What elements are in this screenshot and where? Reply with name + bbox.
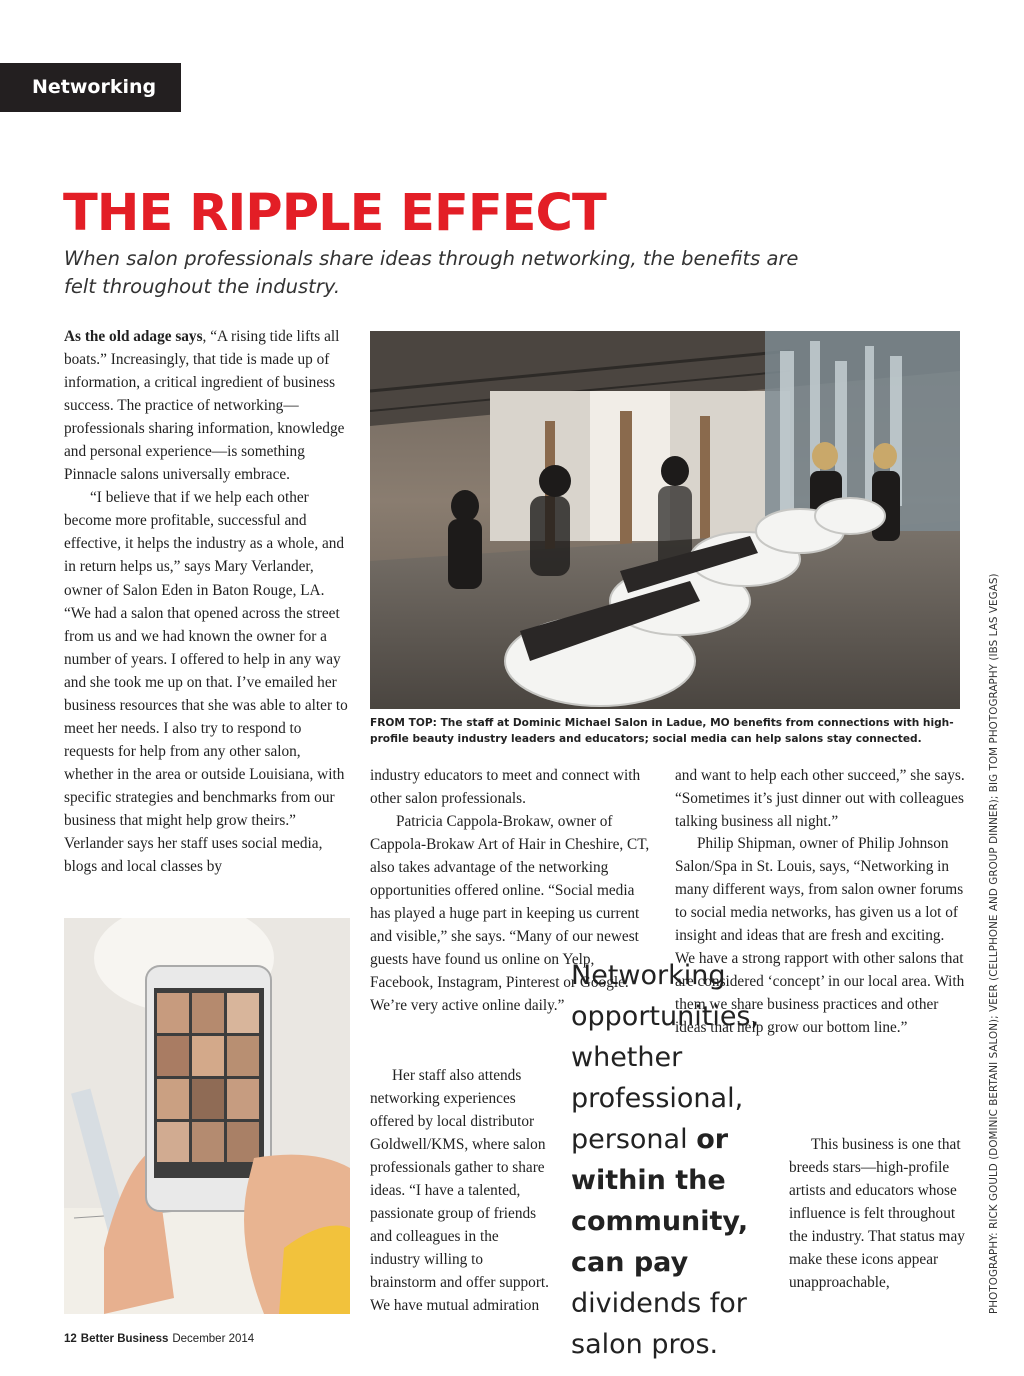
phone-photo-illustration: [64, 918, 350, 1314]
pull-quote-part1: Networking opportunities, whether professional, personal: [571, 960, 760, 1155]
section-tab: Networking: [0, 63, 181, 112]
body-column-3: [675, 764, 970, 833]
caption-text: The staff at Dominic Michael Salon in Ladue, MO benefits from connections with high-profile beauty industry leaders and educators; social media can help salons stay connected.: [370, 717, 954, 745]
deck: When salon professionals share ideas through networking, the benefits are felt throughout the industry.: [64, 247, 799, 298]
photo-caption: [370, 715, 960, 747]
paragraph-text: , “A rising tide lifts all boats.” Increasingly, that tide is made up of information, a critical ingredient of business success. The practice of networking—professionals sharing information, knowledge and personal experience—is something Pinnacle salons universally embrace.: [64, 328, 345, 484]
paragraph: Philip Shipman, owner of Philip Johnson Salon/Spa in St. Louis, says, “Networking in many different ways, from salon owner forums to social media networks, has given us a lot of insight and ideas that are fresh and exciting. We have a strong rapport with other salons that are considered ‘concept’ in our local area. With them we share business practices and other ideas that help grow our bottom line.”: [675, 835, 965, 1037]
magazine-name: Better Business: [80, 1333, 169, 1345]
paragraph: Patricia Cappola-Brokaw, owner of Cappola-Brokaw Art of Hair in Cheshire, CT, also takes advantage of the networking opportunities offered online. “Social media has played a huge part in keeping us current and visible,” she says. “Many of our newest guests have found us online on Yelp, Facebook, Instagram, Pinterest or Google. We’re very active online daily.”: [370, 813, 650, 1015]
caption-label: FROM TOP:: [370, 717, 437, 729]
pull-quote-part3: dividends for salon pros.: [571, 1288, 747, 1360]
pull-quote-bold: or within the community, can pay: [571, 1124, 749, 1278]
paragraph: industry educators to meet and connect with other salon professionals.: [370, 767, 641, 808]
paragraph: Her staff also attends networking experiences offered by local distributor Goldwell/KMS, where salon professionals gather to share ideas. “I have a talented, passionate group of friends and colleagues in the industry willing to brainstorm and offer support. We have mutual admiration: [370, 1067, 549, 1315]
body-column-2-continued: [370, 1064, 550, 1318]
smartphone-faces-photo: [64, 918, 350, 1314]
headline: THE RIPPLE EFFECT: [63, 184, 606, 243]
photo-credit: PHOTOGRAPHY: RICK GOULD (DOMINIC BERTANI SALON); VEER (CELLPHONE AND GROUP DINNER); BIG TOM PHOTOGRAPHY (IBS LAS VEGAS): [988, 573, 1000, 1314]
salon-interior-photo: [370, 331, 960, 709]
paragraph: [64, 325, 352, 486]
body-column-1: [64, 325, 352, 878]
paragraph: “I believe that if we help each other become more profitable, successful and effective, it helps the industry as a whole, and in return helps us,” says Mary Verlander, owner of Salon Eden in Baton Rouge, LA. “We had a salon that opened across the street from us and we had known the owner for a number of years. I offered to help in any way and she took me up on that. I’ve emailed her business resources that she was able to alter to meet her needs. I also try to respond to requests for help from any other salon, whether in the area or outside Louisiana, with specific strategies and benchmarks from our business that might help grow theirs.” Verlander says her staff uses social media, blogs and local classes by: [64, 489, 348, 876]
body-column-3-continued: [675, 832, 965, 1039]
body-column-3-final: [789, 1133, 965, 1294]
salon-photo-illustration: [370, 331, 960, 709]
issue-date: December 2014: [172, 1333, 255, 1345]
page-footer: [64, 1333, 254, 1345]
paragraph: and want to help each other succeed,” she says. “Sometimes it’s just dinner out with colleagues talking business all night.”: [675, 767, 965, 831]
page-number: 12: [64, 1333, 77, 1345]
lead-in: As the old adage says: [64, 328, 203, 345]
paragraph: This business is one that breeds stars—high-profile artists and educators whose influence is felt throughout the industry. That status may make these icons appear unapproachable,: [789, 1136, 965, 1292]
